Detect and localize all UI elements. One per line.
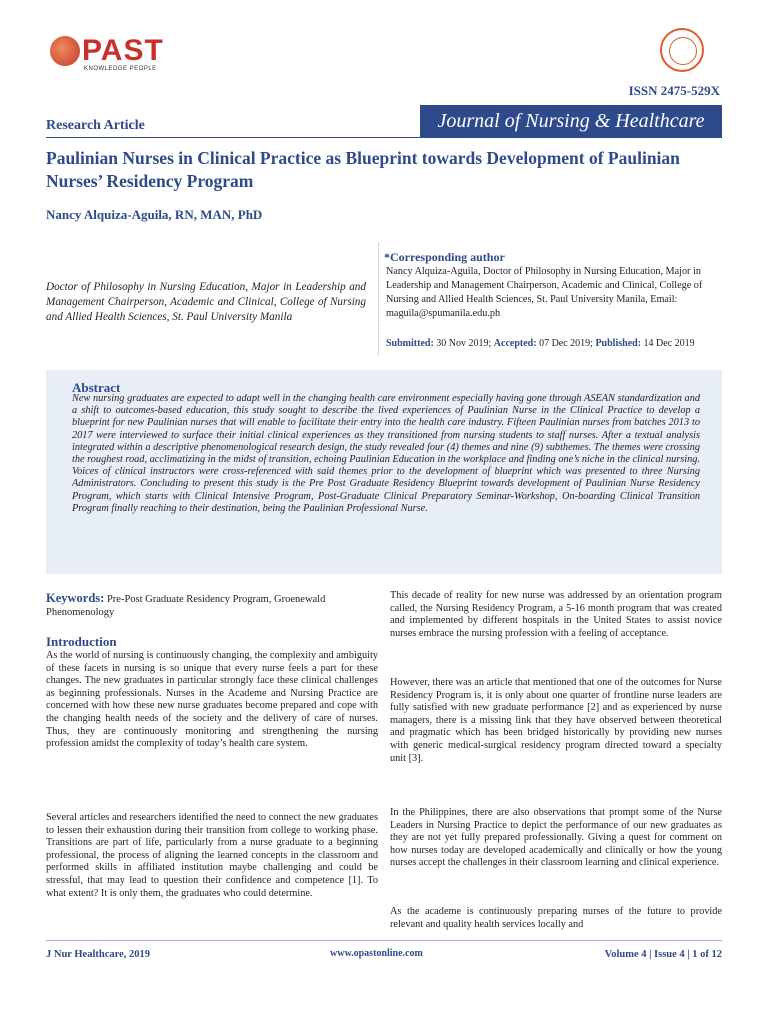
abstract-heading: Abstract — [72, 380, 121, 395]
header-divider — [46, 137, 722, 138]
accepted-date: 07 Dec 2019; — [539, 338, 593, 349]
submitted-date: 30 Nov 2019; — [436, 338, 492, 349]
published-date: 14 Dec 2019 — [643, 338, 695, 349]
keywords-text: Pre-Post Graduate Residency Program, Groenewald Phenomenology — [46, 594, 326, 618]
published-label: Published: — [595, 338, 642, 349]
keywords-heading: Keywords: — [46, 591, 105, 605]
article-dates — [386, 338, 722, 349]
intro-paragraph-2: Several articles and researchers identified the need to connect the new graduates to lessen their exhaustion during their transition from college to working phase. Transitions are part of life, particularly from a nurse graduate to a beginning professional, the process of aligning the learned concepts in the classroom and performed skills in affiliated institution maybe challenging and could be stressful, that may lead to question their confidence and competence [1]. To what extent? It is only them, the graduates who could determine. — [46, 812, 378, 899]
corresponding-heading: *Corresponding author — [384, 250, 505, 264]
intro-paragraph-1: As the world of nursing is continuously changing, the complexity and ambiguity of these facets in nursing is so unique that every nurse feels a part for these changes. The new graduates in particular strongly face these clinical challenges as beginning professionals. Nurses in the Academe and Nursing Practice are concerned with how these new nurse graduates become prepared and cope with the changing health needs of the society and the delivery of care of nurses. Thus, they are continuously monitoring and strengthening the nursing profession amidst the complexity of today’s health care system. — [46, 650, 378, 750]
abstract-text: New nursing graduates are expected to adapt well in the changing health care environment especially having gone through ASEAN standardization and a shift to outcomes-based education, this study sought to describe the lived experiences of Paulinian Nurse in the Clinical Practice to develop a blueprint for new Paulinian nurses that will enable to facilitate their entry into the health care industry. Fifteen Paulinian nurses from batches 2013 to 2017 were interviewed to surface their initial clinical experiences as they transitioned from nursing students to staff nurses. After a textual analysis integrated within a descriptive phenomenological research design, the study revealed four (4) themes and nine (9) subthemes. The themes were crossing the roughest road, acclimatizing in the midst of transition, echoing Paulinian Education in the workplace and finding one’s niche in the clinical nursing. Voices of clinical instructors were cross-referenced with said themes prior to the development of blueprint which was presented to three Nursing Administrators. Concluding to present this study is the Pre Post Graduate Residency Blueprint towards development of Paulinian Nurse Residency Program, which starts with Clinical Intensive Program, Post-Graduate Clinical Preparatory Seminar-Workshop, On-boarding Clinical Transition Program finally reaching to their destination, being the Paulinian Professional Nurse. — [72, 393, 700, 514]
globe-icon — [50, 36, 80, 66]
corresponding-text: Nancy Alquiza-Aguila, Doctor of Philosophy in Nursing Education, Major in Leadership and Management Chairperson, Academic and Clinical, College of Nursing and Allied Health Sciences, St. Paul University Manila, Email: maguila@spumanila.edu.ph — [386, 266, 703, 319]
publisher-logo — [50, 34, 164, 80]
article-title: Paulinian Nurses in Clinical Practice as Blueprint towards Development of Paulinian Nurses’ Residency Program — [46, 148, 680, 191]
right-paragraph-1: This decade of reality for new nurse was addressed by an orientation program called, the Nursing Residency Program, a 5-16 month program that was created and implemented by different hospitals in the United States to assist novice nurses embrace the nursing profession with a feeling of acceptance. — [390, 590, 722, 639]
accepted-label: Accepted: — [493, 338, 537, 349]
right-paragraph-4: As the academe is continuously preparing nurses of the future to provide relevant and quality health services locally and — [390, 906, 722, 930]
footer-website-link[interactable]: www.opastonline.com — [330, 948, 423, 959]
right-paragraph-2: However, there was an article that mentioned that one of the outcomes for Nurse Residency Program is, it is only about one quarter of frontline nurse leaders are fully satisfied with new graduate performance [2] and as experienced by nurse managers, there is a missing link that they have observed between theoretical and pragmatic which has been bridged historically by providing new nurses with generic medical-surgical residency program directed toward a specialty unit [3]. — [390, 677, 722, 764]
right-paragraph-3: In the Philippines, there are also observations that prompt some of the Nurse Leaders in Nursing Practice to depict the performance of our new graduates as they are not yet fully prepared professionally. Giving a quest for comment on how nurses today are developed academically and clinically or how the young nurses accept the challenges in their classroom learning and clinical experience. — [390, 807, 722, 869]
issn: ISSN 2475-529X — [628, 83, 720, 98]
author-affiliation: Doctor of Philosophy in Nursing Education, Major in Leadership and Management Chairperson, Academic and Clinical, College of Nursing and Allied Health Sciences, St. Paul University Manila — [46, 281, 366, 323]
footer-divider — [46, 940, 722, 941]
introduction-heading: Introduction — [46, 634, 117, 649]
keywords — [46, 592, 378, 619]
journal-seal-icon — [660, 28, 704, 72]
submitted-label: Submitted: — [386, 338, 434, 349]
logo-tagline: KNOWLEDGE PEOPLE — [84, 66, 157, 72]
footer-page-info: Volume 4 | Issue 4 | 1 of 12 — [604, 949, 722, 960]
logo-brand: PAST — [82, 34, 164, 67]
author-name: Nancy Alquiza-Aguila, RN, MAN, PhD — [46, 207, 263, 222]
journal-banner: Journal of Nursing & Healthcare — [420, 105, 722, 137]
footer-citation: J Nur Healthcare, 2019 — [46, 949, 151, 960]
article-type: Research Article — [46, 118, 145, 133]
